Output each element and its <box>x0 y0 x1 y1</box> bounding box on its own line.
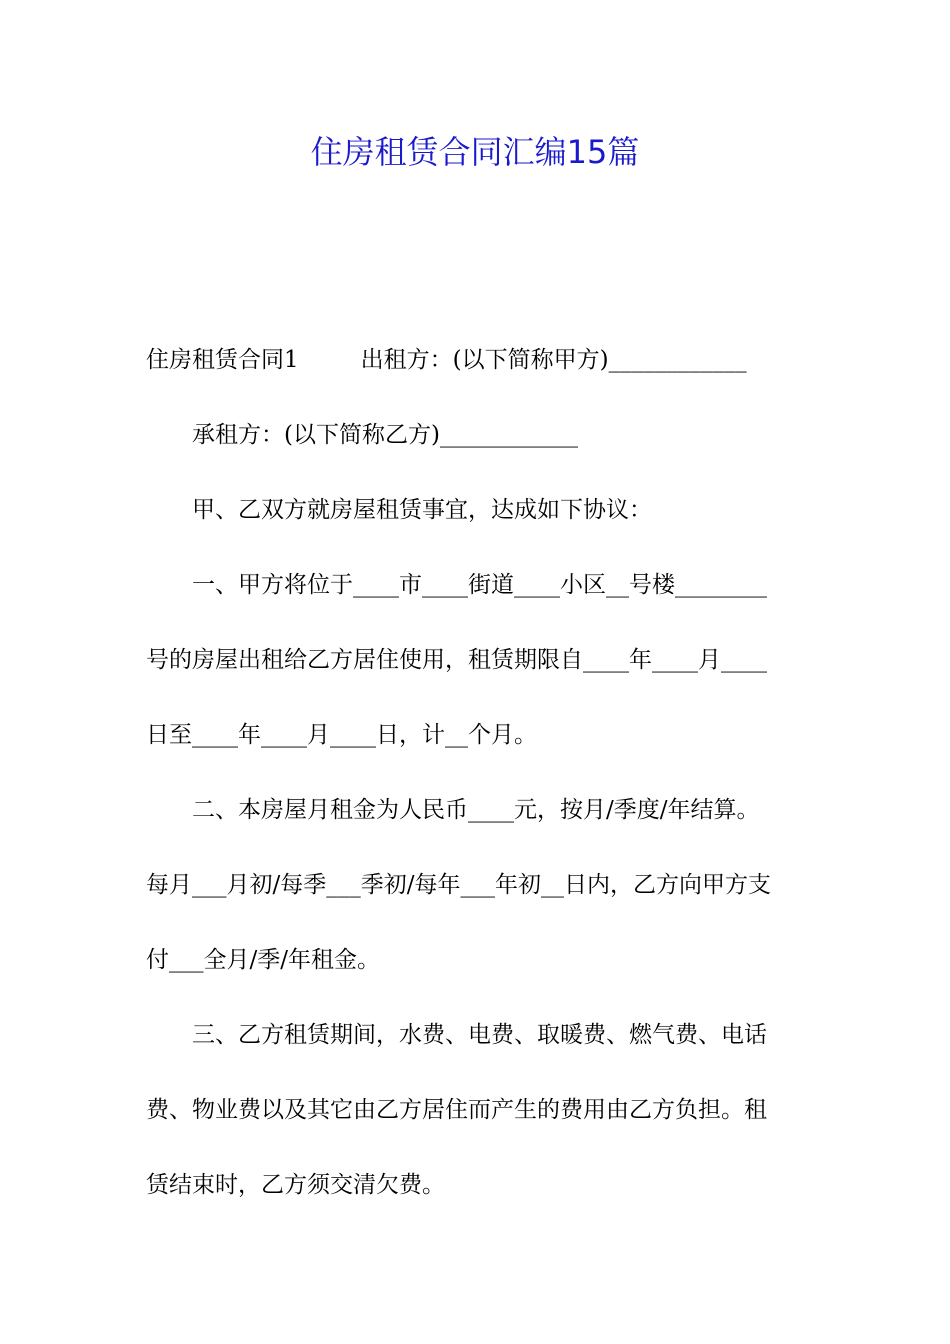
contract-heading-line <box>146 342 810 378</box>
clause-2-line-1: 二、本房屋月租金为人民币____元，按月/季度/年结算。 <box>192 797 760 823</box>
clause-3-line-3: 赁结束时，乙方须交清欠费。 <box>146 1172 445 1198</box>
clause-1-line-1: 一、甲方将位于____市____街道____小区__号楼________ <box>192 572 767 598</box>
clause-2-line-3: 付___全月/季/年租金。 <box>146 947 380 973</box>
clause-1-line-3: 日至____年____月____日，计__个月。 <box>146 722 537 748</box>
clause-2-line-2: 每月___月初/每季___季初/每年___年初__日内，乙方向甲方支 <box>146 872 771 898</box>
clause-1-line-2: 号的房屋出租给乙方居住使用，租赁期限自____年____月____ <box>146 647 767 673</box>
agreement-intro: 甲、乙双方就房屋租赁事宜，达成如下协议： <box>192 497 652 523</box>
lessor-field: 出租方：(以下简称甲方)____________ <box>360 347 747 373</box>
lessee-field: 承租方：(以下简称乙方)____________ <box>192 422 578 448</box>
document-title: 住房租赁合同汇编15篇 <box>310 133 640 171</box>
clause-3-line-1: 三、乙方租赁期间，水费、电费、取暖费、燃气费、电话 <box>192 1022 767 1048</box>
contract-number-label: 住房租赁合同1 <box>146 347 299 373</box>
clause-3-line-2: 费、物业费以及其它由乙方居住而产生的费用由乙方负担。租 <box>146 1097 767 1123</box>
